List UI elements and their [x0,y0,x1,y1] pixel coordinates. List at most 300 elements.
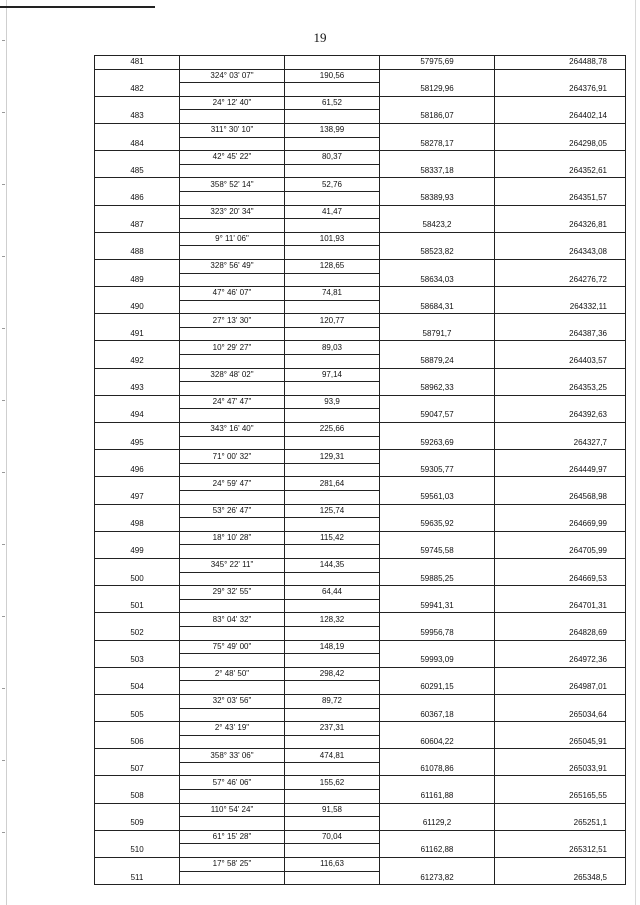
point-number-cell [95,259,180,273]
direction-angle-cell: 328° 56' 49" [180,259,285,273]
segment-row [95,123,626,137]
point-number-cell: 511 [95,871,180,885]
coordinates-table-body [95,56,626,885]
y-coordinate-cell [495,178,626,192]
margin-tick [2,256,5,257]
x-coordinate-cell [380,504,495,518]
direction-angle-cell [180,246,285,260]
segment-row [95,640,626,654]
x-coordinate-cell [380,749,495,763]
segment-length-cell: 89,03 [285,341,380,355]
direction-angle-cell [180,409,285,423]
point-row [95,219,626,233]
direction-angle-cell: 75° 49' 00" [180,640,285,654]
direction-angle-cell: 311° 30' 10" [180,123,285,137]
x-coordinate-cell [380,368,495,382]
segment-row [95,613,626,627]
segment-length-cell: 190,56 [285,69,380,83]
direction-angle-cell [180,164,285,178]
point-row [95,463,626,477]
direction-angle-cell [180,83,285,97]
segment-row [95,694,626,708]
x-coordinate-cell [380,803,495,817]
x-coordinate-cell: 59993,09 [380,654,495,668]
point-number-cell: 503 [95,654,180,668]
segment-length-cell: 128,32 [285,613,380,627]
point-number-cell: 489 [95,273,180,287]
point-number-cell [95,205,180,219]
point-number-cell [95,776,180,790]
point-number-cell [95,694,180,708]
point-number-cell: 509 [95,817,180,831]
y-coordinate-cell [495,96,626,110]
point-row [95,681,626,695]
segment-row [95,341,626,355]
page-left-edge [6,0,7,905]
y-coordinate-cell [495,205,626,219]
segment-length-cell: 52,76 [285,178,380,192]
segment-row [95,232,626,246]
x-coordinate-cell [380,477,495,491]
segment-row [95,776,626,790]
point-number-cell: 508 [95,790,180,804]
direction-angle-cell [180,300,285,314]
point-number-cell: 506 [95,735,180,749]
segment-length-cell [285,191,380,205]
direction-angle-cell: 2° 48' 50" [180,667,285,681]
point-number-cell [95,314,180,328]
x-coordinate-cell [380,96,495,110]
point-number-cell: 504 [95,681,180,695]
segment-length-cell [285,790,380,804]
segment-length-cell [285,735,380,749]
margin-tick [2,40,5,41]
point-number-cell [95,69,180,83]
point-row [95,790,626,804]
x-coordinate-cell [380,178,495,192]
x-coordinate-cell [380,640,495,654]
x-coordinate-cell [380,776,495,790]
point-number-cell: 507 [95,762,180,776]
point-number-cell: 502 [95,626,180,640]
segment-length-cell [285,164,380,178]
direction-angle-cell [180,110,285,124]
x-coordinate-cell [380,123,495,137]
segment-length-cell [285,518,380,532]
segment-length-cell: 64,44 [285,586,380,600]
point-row [95,518,626,532]
point-number-cell [95,830,180,844]
segment-row [95,395,626,409]
y-coordinate-cell: 264705,99 [495,545,626,559]
top-rule [0,6,155,8]
point-number-cell: 485 [95,164,180,178]
segment-length-cell: 89,72 [285,694,380,708]
y-coordinate-cell: 264352,61 [495,164,626,178]
x-coordinate-cell: 59745,58 [380,545,495,559]
segment-length-cell [285,708,380,722]
x-coordinate-cell: 59885,25 [380,572,495,586]
segment-length-cell [285,83,380,97]
margin-tick [2,832,5,833]
segment-length-cell [285,626,380,640]
y-coordinate-cell [495,69,626,83]
point-row [95,708,626,722]
segment-row [95,531,626,545]
x-coordinate-cell [380,694,495,708]
x-coordinate-cell: 58523,82 [380,246,495,260]
x-coordinate-cell [380,69,495,83]
x-coordinate-cell: 57975,69 [380,56,495,70]
point-number-cell [95,640,180,654]
segment-length-cell [285,137,380,151]
segment-row [95,423,626,437]
x-coordinate-cell: 60367,18 [380,708,495,722]
point-number-cell: 505 [95,708,180,722]
y-coordinate-cell: 264343,08 [495,246,626,260]
y-coordinate-cell [495,232,626,246]
y-coordinate-cell: 264376,91 [495,83,626,97]
point-number-cell: 486 [95,191,180,205]
segment-row [95,151,626,165]
direction-angle-cell [180,871,285,885]
segment-length-cell [285,219,380,233]
direction-angle-cell: 110° 54' 24" [180,803,285,817]
segment-row [95,803,626,817]
point-row [95,735,626,749]
margin-tick [2,688,5,689]
direction-angle-cell: 345° 22' 11" [180,558,285,572]
point-number-cell [95,232,180,246]
point-number-cell: 488 [95,246,180,260]
segment-length-cell: 128,65 [285,259,380,273]
y-coordinate-cell: 264402,14 [495,110,626,124]
point-number-cell [95,722,180,736]
direction-angle-cell [180,191,285,205]
direction-angle-cell [180,545,285,559]
x-coordinate-cell: 61129,2 [380,817,495,831]
y-coordinate-cell: 264298,05 [495,137,626,151]
segment-length-cell [285,572,380,586]
point-number-cell: 492 [95,355,180,369]
segment-row [95,858,626,872]
y-coordinate-cell [495,123,626,137]
segment-length-cell [285,409,380,423]
direction-angle-cell [180,518,285,532]
point-row [95,572,626,586]
x-coordinate-cell [380,314,495,328]
y-coordinate-cell [495,531,626,545]
point-number-cell: 500 [95,572,180,586]
direction-angle-cell: 358° 52' 14" [180,178,285,192]
x-coordinate-cell [380,232,495,246]
segment-length-cell: 125,74 [285,504,380,518]
point-number-cell: 510 [95,844,180,858]
point-number-cell [95,450,180,464]
direction-angle-cell [180,219,285,233]
segment-length-cell [285,817,380,831]
point-row [95,191,626,205]
x-coordinate-cell: 59956,78 [380,626,495,640]
point-row [95,844,626,858]
direction-angle-cell: 27° 13' 30" [180,314,285,328]
segment-length-cell: 474,81 [285,749,380,763]
y-coordinate-cell: 264351,57 [495,191,626,205]
segment-length-cell [285,491,380,505]
point-number-cell [95,749,180,763]
page-number: 19 [313,30,327,45]
point-number-cell [95,558,180,572]
point-row [95,56,626,70]
y-coordinate-cell [495,694,626,708]
segment-row [95,586,626,600]
direction-angle-cell [180,355,285,369]
direction-angle-cell: 47° 46' 07" [180,287,285,301]
y-coordinate-cell [495,504,626,518]
point-number-cell: 491 [95,327,180,341]
x-coordinate-cell: 58879,24 [380,355,495,369]
coordinates-table [94,55,626,885]
direction-angle-cell: 2° 43' 19" [180,722,285,736]
x-coordinate-cell: 61273,82 [380,871,495,885]
segment-length-cell [285,436,380,450]
direction-angle-cell [180,327,285,341]
segment-length-cell: 116,63 [285,858,380,872]
y-coordinate-cell: 264488,78 [495,56,626,70]
y-coordinate-cell: 265165,55 [495,790,626,804]
x-coordinate-cell [380,205,495,219]
y-coordinate-cell [495,749,626,763]
point-number-cell [95,96,180,110]
point-row [95,762,626,776]
segment-length-cell: 74,81 [285,287,380,301]
margin-tick [2,616,5,617]
x-coordinate-cell: 58129,96 [380,83,495,97]
y-coordinate-cell [495,287,626,301]
direction-angle-cell: 328° 48' 02" [180,368,285,382]
point-number-cell: 496 [95,463,180,477]
segment-row [95,259,626,273]
segment-row [95,749,626,763]
x-coordinate-cell: 58634,03 [380,273,495,287]
point-number-cell: 481 [95,56,180,70]
y-coordinate-cell [495,341,626,355]
point-row [95,382,626,396]
direction-angle-cell: 324° 03' 07" [180,69,285,83]
x-coordinate-cell [380,151,495,165]
point-number-cell: 482 [95,83,180,97]
direction-angle-cell [180,708,285,722]
segment-length-cell: 298,42 [285,667,380,681]
segment-length-cell: 281,64 [285,477,380,491]
page-right-edge [635,0,636,905]
direction-angle-cell [180,762,285,776]
segment-length-cell [285,273,380,287]
direction-angle-cell [180,137,285,151]
x-coordinate-cell: 59635,92 [380,518,495,532]
x-coordinate-cell [380,259,495,273]
x-coordinate-cell: 58791,7 [380,327,495,341]
segment-length-cell [285,681,380,695]
y-coordinate-cell: 265312,51 [495,844,626,858]
x-coordinate-cell: 58186,07 [380,110,495,124]
segment-length-cell: 120,77 [285,314,380,328]
segment-length-cell: 138,99 [285,123,380,137]
y-coordinate-cell: 264669,53 [495,572,626,586]
segment-length-cell: 91,58 [285,803,380,817]
x-coordinate-cell: 61078,86 [380,762,495,776]
point-number-cell: 495 [95,436,180,450]
point-number-cell [95,287,180,301]
x-coordinate-cell [380,667,495,681]
x-coordinate-cell [380,858,495,872]
point-row [95,137,626,151]
direction-angle-cell: 32° 03' 56" [180,694,285,708]
point-number-cell [95,613,180,627]
point-row [95,110,626,124]
y-coordinate-cell: 264387,36 [495,327,626,341]
segment-row [95,368,626,382]
x-coordinate-cell: 60291,15 [380,681,495,695]
y-coordinate-cell: 264568,98 [495,491,626,505]
point-number-cell: 484 [95,137,180,151]
point-number-cell [95,395,180,409]
x-coordinate-cell: 60604,22 [380,735,495,749]
y-coordinate-cell: 264276,72 [495,273,626,287]
segment-row [95,450,626,464]
segment-row [95,477,626,491]
direction-angle-cell: 24° 59' 47" [180,477,285,491]
direction-angle-cell: 343° 16' 40" [180,423,285,437]
point-number-cell [95,151,180,165]
margin-tick [2,328,5,329]
x-coordinate-cell [380,531,495,545]
segment-row [95,504,626,518]
y-coordinate-cell [495,803,626,817]
point-number-cell [95,667,180,681]
segment-length-cell [285,871,380,885]
x-coordinate-cell [380,423,495,437]
direction-angle-cell: 10° 29' 27" [180,341,285,355]
segment-length-cell: 93,9 [285,395,380,409]
segment-length-cell [285,463,380,477]
direction-angle-cell [180,626,285,640]
x-coordinate-cell [380,341,495,355]
y-coordinate-cell [495,259,626,273]
point-number-cell [95,423,180,437]
x-coordinate-cell: 58684,31 [380,300,495,314]
direction-angle-cell: 53° 26' 47" [180,504,285,518]
direction-angle-cell: 57° 46' 06" [180,776,285,790]
segment-length-cell [285,599,380,613]
point-row [95,300,626,314]
x-coordinate-cell: 61161,88 [380,790,495,804]
direction-angle-cell: 18° 10' 28" [180,531,285,545]
direction-angle-cell: 9° 11' 06" [180,232,285,246]
direction-angle-cell [180,56,285,70]
direction-angle-cell [180,436,285,450]
y-coordinate-cell: 264828,69 [495,626,626,640]
point-row [95,626,626,640]
direction-angle-cell: 29° 32' 55" [180,586,285,600]
point-row [95,654,626,668]
y-coordinate-cell: 264972,36 [495,654,626,668]
y-coordinate-cell [495,722,626,736]
point-row [95,273,626,287]
margin-tick [2,112,5,113]
y-coordinate-cell: 264669,99 [495,518,626,532]
segment-row [95,558,626,572]
segment-length-cell [285,654,380,668]
y-coordinate-cell [495,667,626,681]
point-number-cell: 498 [95,518,180,532]
x-coordinate-cell: 59561,03 [380,491,495,505]
x-coordinate-cell: 58389,93 [380,191,495,205]
y-coordinate-cell: 264326,81 [495,219,626,233]
direction-angle-cell [180,681,285,695]
y-coordinate-cell [495,477,626,491]
direction-angle-cell: 71° 00' 32" [180,450,285,464]
x-coordinate-cell [380,586,495,600]
point-row [95,246,626,260]
x-coordinate-cell: 59305,77 [380,463,495,477]
point-row [95,355,626,369]
segment-length-cell: 144,35 [285,558,380,572]
segment-length-cell [285,355,380,369]
point-number-cell: 497 [95,491,180,505]
y-coordinate-cell: 264392,63 [495,409,626,423]
segment-row [95,667,626,681]
y-coordinate-cell: 265033,91 [495,762,626,776]
x-coordinate-cell [380,830,495,844]
segment-length-cell: 61,52 [285,96,380,110]
point-row [95,871,626,885]
segment-length-cell: 41,47 [285,205,380,219]
point-number-cell [95,477,180,491]
y-coordinate-cell [495,586,626,600]
point-row [95,491,626,505]
direction-angle-cell [180,654,285,668]
y-coordinate-cell: 264353,25 [495,382,626,396]
direction-angle-cell [180,463,285,477]
y-coordinate-cell: 265034,64 [495,708,626,722]
direction-angle-cell: 61° 15' 28" [180,830,285,844]
segment-row [95,96,626,110]
segment-length-cell [285,327,380,341]
direction-angle-cell: 17° 58' 25" [180,858,285,872]
y-coordinate-cell [495,776,626,790]
segment-length-cell: 155,62 [285,776,380,790]
point-row [95,164,626,178]
y-coordinate-cell [495,558,626,572]
y-coordinate-cell [495,395,626,409]
point-row [95,83,626,97]
x-coordinate-cell [380,613,495,627]
segment-length-cell: 237,31 [285,722,380,736]
segment-length-cell [285,545,380,559]
segment-length-cell: 148,19 [285,640,380,654]
direction-angle-cell [180,790,285,804]
point-number-cell [95,858,180,872]
segment-row [95,314,626,328]
segment-length-cell: 80,37 [285,151,380,165]
segment-row [95,830,626,844]
y-coordinate-cell [495,613,626,627]
point-number-cell [95,341,180,355]
direction-angle-cell [180,382,285,396]
direction-angle-cell [180,572,285,586]
x-coordinate-cell [380,558,495,572]
